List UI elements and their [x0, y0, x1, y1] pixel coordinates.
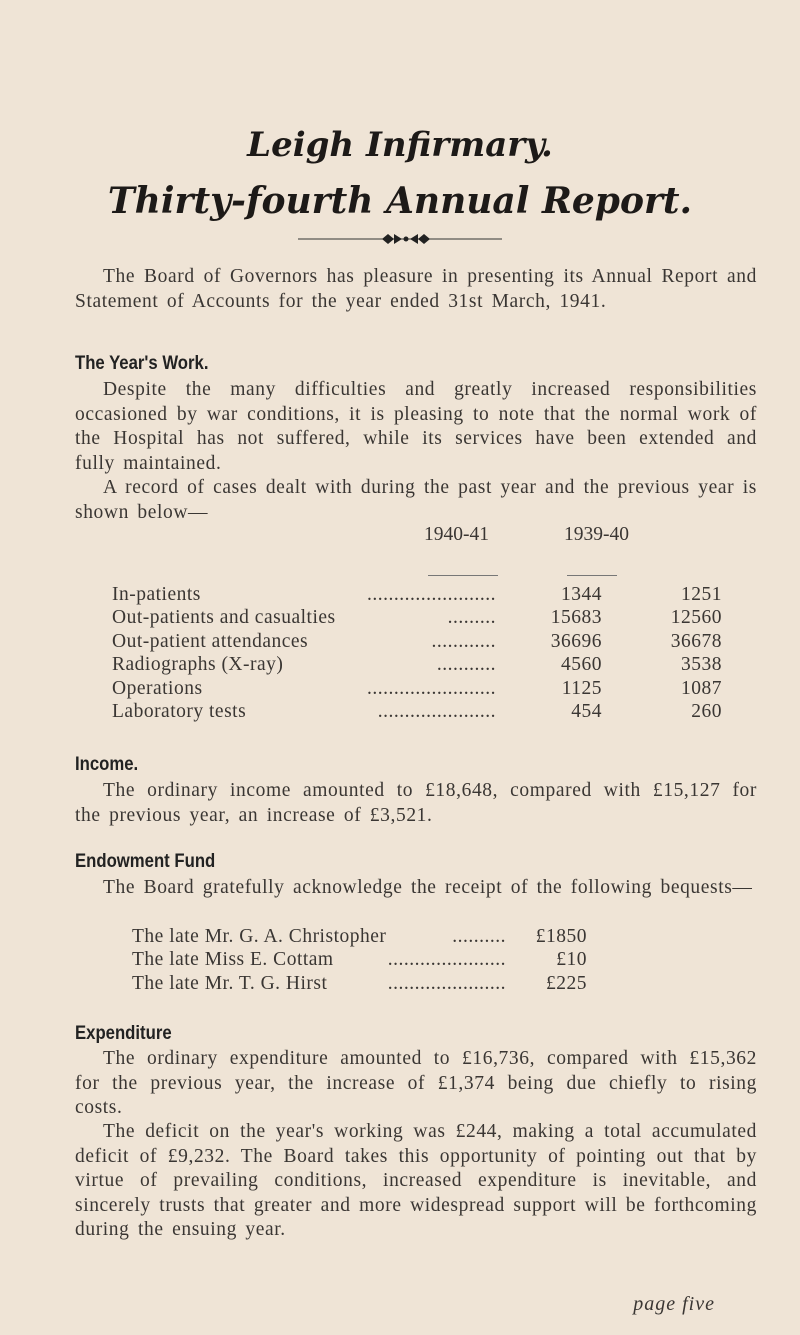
income-paragraph: The ordinary income amounted to £18,648, compared with £15,127 for the previous year, an increase of £3,521.: [75, 780, 757, 826]
endowment-paragraph: The Board gratefully acknowledge the receipt of the following bequests—: [103, 877, 753, 898]
document-subtitle: Thirty-fourth Annual Report.: [107, 180, 693, 222]
bequest-row: [132, 972, 587, 996]
years-work-heading: The Year's Work.: [75, 353, 209, 374]
bequest-name: The late Mr. G. A. Christopher ..........: [132, 925, 506, 947]
column-header-1940-41: 1940-41: [424, 524, 489, 545]
cases-table: [112, 583, 722, 724]
value-1940-41: 454: [571, 701, 602, 723]
column-rule: [428, 575, 498, 576]
value-1940-41: 1344: [561, 583, 602, 605]
page-number: page five: [633, 1293, 715, 1315]
deficit-paragraph: The deficit on the year's working was £244, making a total accumulated deficit of £9,232. The Board takes this opportunity of pointing out that by virtue of prevailing conditions, increased expenditure is inevitable, and sincerely trusts that greater and more widespread support will be forthcoming during the ensuing year.: [75, 1121, 757, 1240]
table-row: [112, 630, 722, 654]
expenditure-paragraph: The ordinary expenditure amounted to £16,736, compared with £15,362 for the previous year, the increase of £1,374 being due chiefly to rising costs.: [75, 1048, 757, 1118]
bequest-row: [132, 925, 587, 949]
table-row: [112, 654, 722, 678]
value-1939-40: 36678: [670, 630, 722, 652]
document-title: Leigh Infirmary.: [247, 125, 553, 165]
value-1939-40: 12560: [670, 607, 722, 629]
table-row: [112, 677, 722, 701]
row-label: Out-patients and casualties .........: [112, 607, 496, 629]
value-1939-40: 1251: [681, 583, 722, 605]
bequests-table: [132, 925, 587, 996]
table-row: [112, 583, 722, 607]
value-1939-40: 260: [691, 701, 722, 723]
value-1940-41: 1125: [561, 677, 602, 699]
row-label: Operations ........................: [112, 677, 496, 699]
value-1939-40: 1087: [681, 677, 722, 699]
bequest-row: [132, 949, 587, 973]
table-row: [112, 701, 722, 725]
endowment-heading: Endowment Fund: [75, 851, 216, 872]
row-label: Out-patient attendances ............: [112, 630, 496, 652]
bequest-amount: £10: [556, 949, 587, 971]
cases-intro-paragraph: A record of cases dealt with during the past year and the previous year is shown below—: [75, 477, 757, 523]
income-heading: Income.: [75, 754, 139, 775]
table-row: [112, 607, 722, 631]
intro-paragraph: The Board of Governors has pleasure in presenting its Annual Report and Statement of Accounts for the year ended 31st March, 1941.: [75, 266, 757, 312]
bequest-amount: £1850: [535, 925, 587, 947]
value-1940-41: 15683: [550, 607, 602, 629]
row-label: Laboratory tests ......................: [112, 701, 496, 723]
bequest-name: The late Miss E. Cottam ......................: [132, 949, 506, 971]
column-rule: [567, 575, 617, 576]
expenditure-heading: Expenditure: [75, 1023, 172, 1044]
column-header-1939-40: 1939-40: [564, 524, 629, 545]
value-1940-41: 4560: [561, 654, 602, 676]
value-1939-40: 3538: [681, 654, 722, 676]
value-1940-41: 36696: [550, 630, 602, 652]
years-work-paragraph: Despite the many difficulties and greatly increased responsibilities occasioned by war conditions, it is pleasing to note that the normal work of the Hospital has not suffered, while its services have been extended and fully maintained.: [75, 379, 757, 474]
bequest-amount: £225: [546, 972, 587, 994]
row-label: Radiographs (X-ray) ...........: [112, 654, 496, 676]
ornament-divider: [298, 233, 502, 245]
bequest-name: The late Mr. T. G. Hirst ......................: [132, 972, 506, 994]
row-label: In-patients ........................: [112, 583, 496, 605]
